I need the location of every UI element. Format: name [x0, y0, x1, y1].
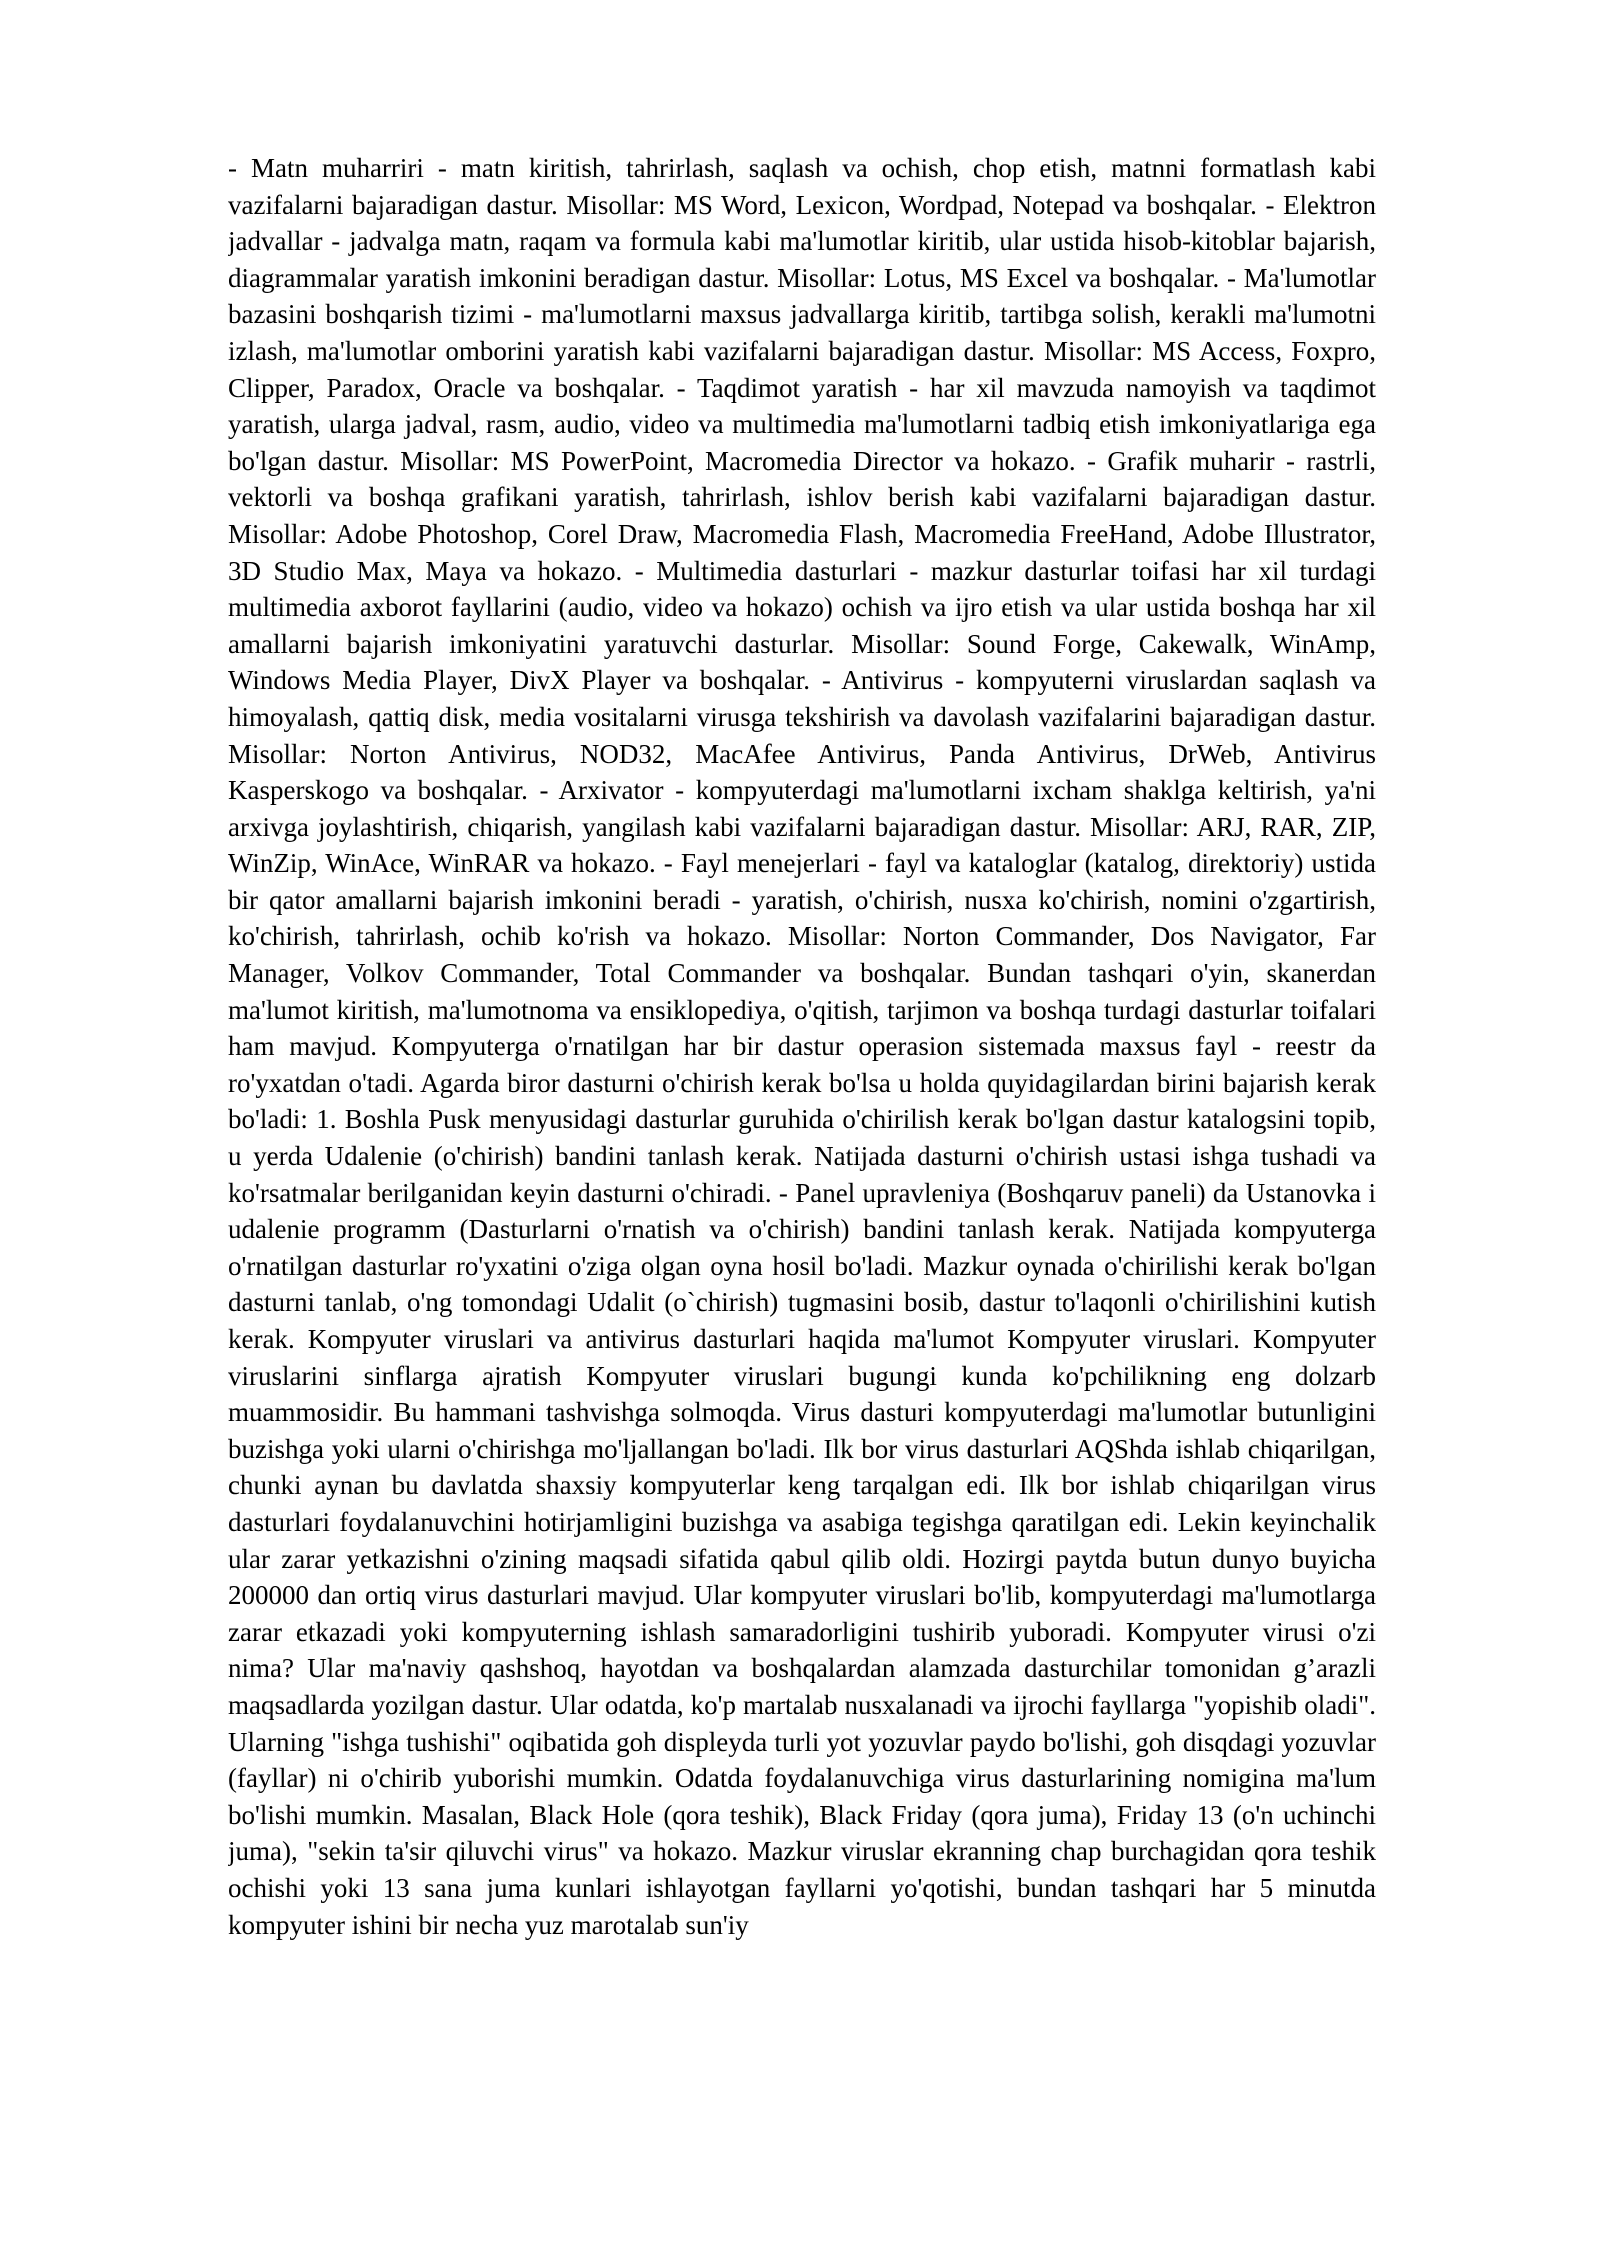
body-paragraph: - Matn muharriri - matn kiritish, tahrirlash, saqlash va ochish, chop etish, matnni formatlash kabi vazifalarni bajaradigan dastur. Misollar: MS Word, Lexicon, Wordpad, Notepad va boshqalar. - Elektron jadvallar - jadvalga matn, raqam va formula kabi ma'lumotlar kiritib, ular ustida hisob-kitoblar bajarish, diagrammalar yaratish imkonini beradigan dastur. Misollar: Lotus, MS Excel va boshqalar. - Ma'lumotlar bazasini boshqarish tizimi - ma'lumotlarni maxsus jadvallarga kiritib, tartibga solish, kerakli ma'lumotni izlash, ma'lumotlar omborini yaratish kabi vazifalarni bajaradigan dastur. Misollar: MS Access, Foxpro, Clipper, Paradox, Oracle va boshqalar. - Taqdimot yaratish - har xil mavzuda namoyish va taqdimot yaratish, ularga jadval, rasm, audio, video va multimedia ma'lumotlarni tadbiq etish imkoniyatlariga ega bo'lgan dastur. Misollar: MS PowerPoint, Macromedia Director va hokazo. - Grafik muharir - rastrli, vektorli va boshqa grafikani yaratish, tahrirlash, ishlov berish kabi vazifalarni bajaradigan dastur. Misollar: Adobe Photoshop, Corel Draw, Macromedia Flash, Macromedia FreeHand, Adobe Illustrator, 3D Studio Max, Maya va hokazo. - Multimedia dasturlari - mazkur dasturlar toifasi har xil turdagi multimedia axborot fayllarini (audio, video va hokazo) ochish va ijro etish va ular ustida boshqa har xil amallarni bajarish imkoniyatini yaratuvchi dasturlar. Misollar: Sound Forge, Cakewalk, WinAmp, Windows Media Player, DivX Player va boshqalar. - Antivirus - kompyuterni viruslardan saqlash va himoyalash, qattiq disk, media vositalarni virusga tekshirish va davolash vazifalarini bajaradigan dastur. Misollar: Norton Antivirus, NOD32, MacAfee Antivirus, Panda Antivirus, DrWeb, Antivirus Kasperskogo va boshqalar. - Arxivator - kompyuterdagi ma'lumotlarni ixcham shaklga keltirish, ya'ni arxivga joylashtirish, chiqarish, yangilash kabi vazifalarni bajaradigan dastur. Misollar: ARJ, RAR, ZIP, WinZip, WinAce, WinRAR va hokazo. - Fayl menejerlari - fayl va kataloglar (katalog, direktoriy) ustida bir qator amallarni bajarish imkonini beradi - yaratish, o'chirish, nusxa ko'chirish, nomini o'zgartirish, ko'chirish, tahrirlash, ochib ko'rish va hokazo. Misollar: Norton Commander, Dos Navigator, Far Manager, Volkov Commander, Total Commander va boshqalar. Bundan tashqari o'yin, skanerdan ma'lumot kiritish, ma'lumotnoma va ensiklopediya, o'qitish, tarjimon va boshqa turdagi dasturlar toifalari ham mavjud. Kompyuterga o'rnatilgan har bir dastur operasion sistemada maxsus fayl - reestr da ro'yxatdan o'tadi. Agarda biror dasturni o'chirish kerak bo'lsa u holda quyidagilardan birini bajarish kerak bo'ladi: 1. Boshla Pusk menyusidagi dasturlar guruhida o'chirilish kerak bo'lgan dastur katalogsini topib, u yerda Udalenie (o'chirish) bandini tanlash kerak. Natijada dasturni o'chirish ustasi ishga tushadi va ko'rsatmalar berilganidan keyin dasturni o'chiradi. - Panel upravleniya (Boshqaruv paneli) da Ustanovka i udalenie programm (Dasturlarni o'rnatish va o'chirish) bandini tanlash kerak. Natijada kompyuterga o'rnatilgan dasturlar ro'yxatini o'ziga olgan oyna hosil bo'ladi. Mazkur oynada o'chirilishi kerak bo'lgan dasturni tanlab, o'ng tomondagi Udalit (o`chirish) tugmasini bosib, dastur to'laqonli o'chirilishini kutish kerak. Kompyuter viruslari va antivirus dasturlari haqida ma'lumot Kompyuter viruslari. Kompyuter viruslarini sinflarga ajratish Kompyuter viruslari bugungi kunda ko'pchilikning eng dolzarb muammosidir. Bu hammani tashvishga solmoqda. Virus dasturi kompyuterdagi ma'lumotlar butunligini buzishga yoki ularni o'chirishga mo'ljallangan bo'ladi. Ilk bor virus dasturlari AQShda ishlab chiqarilgan, chunki aynan bu davlatda shaxsiy kompyuterlar keng tarqalgan edi. Ilk bor ishlab chiqarilgan virus dasturlari foydalanuvchini hotirjamligini buzishga va asabiga tegishga qaratilgan edi. Lekin keyinchalik ular zarar yetkazishni o'zining maqsadi sifatida qabul qilib oldi. Hozirgi paytda butun dunyo buyicha 200000 dan ortiq virus dasturlari mavjud. Ular kompyuter viruslari bo'lib, kompyuterdagi ma'lumotlarga zarar etkazadi yoki kompyuterning ishlash samaradorligini tushirib yuboradi. Kompyuter virusi o'zi nima? Ular ma'naviy qashshoq, hayotdan va boshqalardan alamzada dasturchilar tomonidan g’arazli maqsadlarda yozilgan dastur. Ular odatda, ko'p martalab nusxalanadi va ijrochi fayllarga "yopishib oladi". Ularning "ishga tushishi" oqibatida goh displeyda turli yot yozuvlar paydo bo'lishi, goh disqdagi yozuvlar (fayllar) ni o'chirib yuborishi mumkin. Odatda foydalanuvchiga virus dasturlarining nomigina ma'lum bo'lishi mumkin. Masalan, Black Hole (qora teshik), Black Friday (qora juma), Friday 13 (o'n uchinchi juma), "sekin ta'sir qiluvchi virus" va hokazo. Mazkur viruslar ekranning chap burchagidan qora teshik ochishi yoki 13 sana juma kunlari ishlayotgan fayllarni yo'qotishi, bundan tashqari har 5 minutda kompyuter ishini bir necha yuz marotalab sun'iy — [228, 153, 1376, 1940]
document-page — [228, 150, 1376, 2170]
